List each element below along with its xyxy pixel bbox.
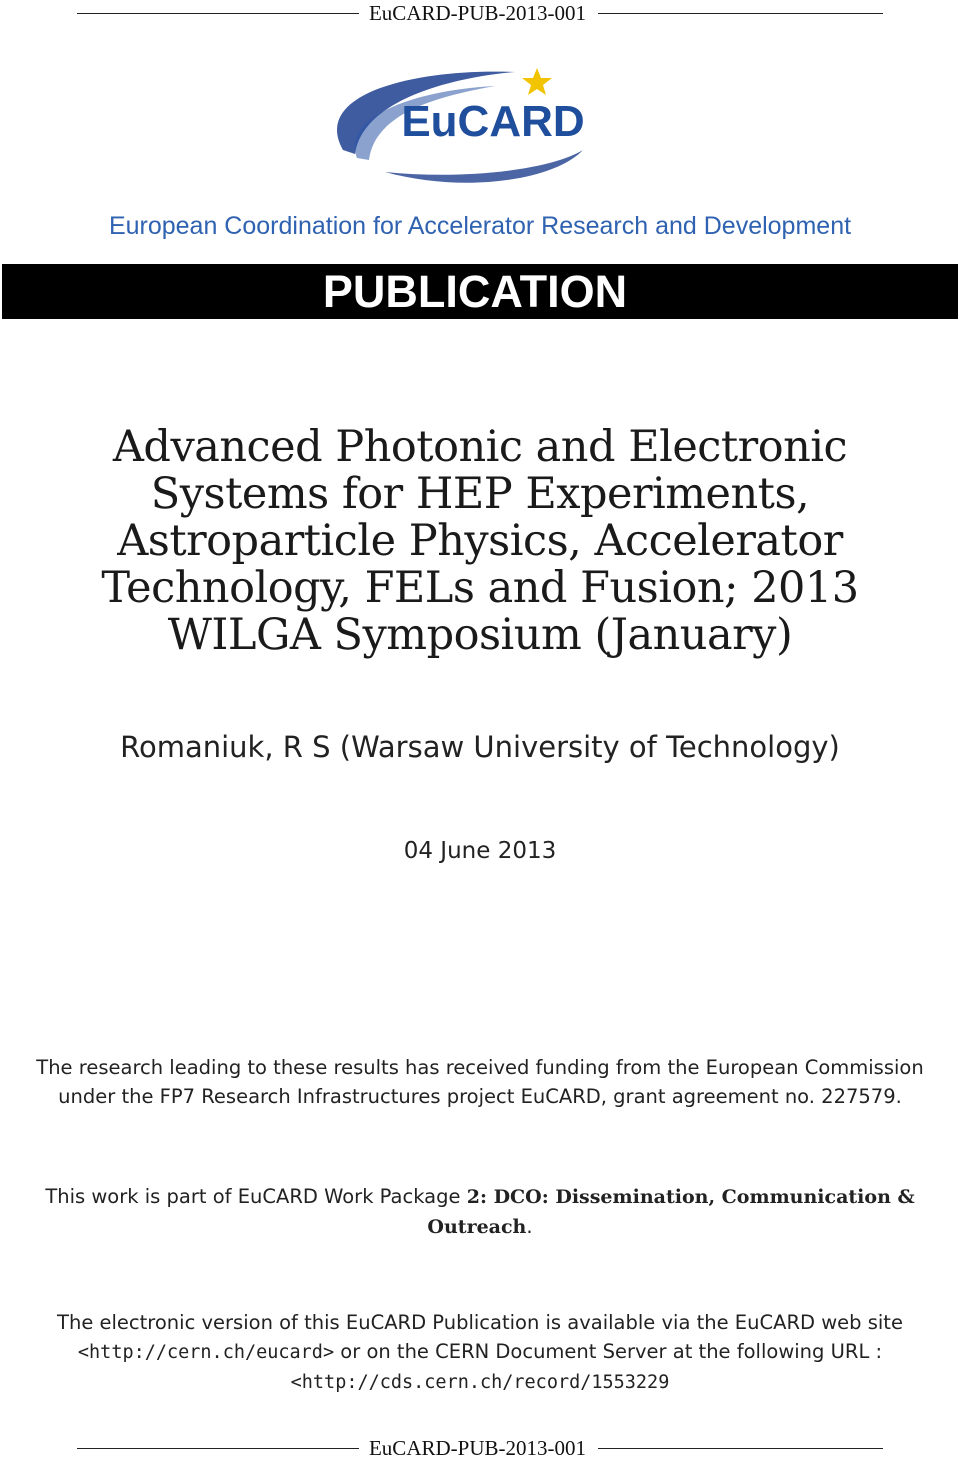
funding-line: The research leading to these results has received funding from the European Commission [36,1056,924,1079]
publication-banner [2,264,958,319]
author: Romaniuk, R S (Warsaw University of Technology) [120,730,840,764]
header-rule-left [77,13,359,14]
eucard-logo [325,62,625,187]
electronic-line: The electronic version of this EuCARD Publication is available via the EuCARD web site [57,1311,903,1334]
cds-record-link[interactable]: <http://cds.cern.ch/record/1553229 [290,1372,670,1393]
eucard-website-link[interactable]: <http://cern.ch/eucard> [77,1342,335,1363]
funding-line: under the FP7 Research Infrastructures project EuCARD, grant agreement no. 227579. [58,1085,902,1108]
footer-rule-left [77,1448,359,1449]
title-line: Astroparticle Physics, Accelerator [117,516,843,566]
footer-rule-right [598,1448,883,1449]
logo-swoosh-bottom [385,150,583,183]
logo-text: EuCARD [401,97,585,146]
document-title [60,424,900,659]
publication-date: 04 June 2013 [403,838,557,864]
title-line: Advanced Photonic and Electronic [112,422,848,472]
header-doc-id: EuCARD-PUB-2013-001 [368,0,586,25]
work-package-prefix: This work is part of EuCARD Work Package [45,1185,467,1208]
work-package-name: 2: DCO: Dissemination, Communication & [466,1186,915,1208]
star-icon [522,68,552,95]
funding-statement [0,1053,960,1111]
title-line: Systems for HEP Experiments, [150,469,810,519]
title-line: WILGA Symposium (January) [167,610,793,660]
header-doc-id-row [0,0,960,26]
header-rule-right [598,13,883,14]
work-package-suffix: . [526,1215,533,1238]
electronic-line-2: or on the CERN Document Server at the following URL : [334,1340,883,1363]
footer-doc-id-row [0,1435,960,1461]
work-package-statement [0,1182,960,1242]
coordination-subtitle: European Coordination for Accelerator Research and Development [108,212,852,240]
electronic-version-statement [0,1308,960,1397]
publication-label: PUBLICATION [322,265,628,317]
work-package-name-cont: Outreach [427,1216,527,1238]
title-line: Technology, FELs and Fusion; 2013 [101,563,859,613]
footer-doc-id: EuCARD-PUB-2013-001 [368,1435,586,1460]
